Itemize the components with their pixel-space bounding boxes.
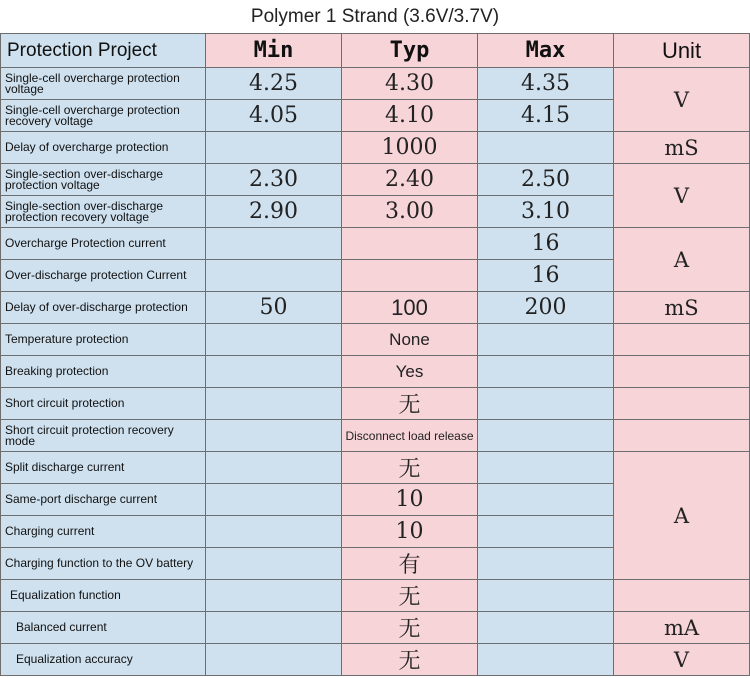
row-label: Short circuit protection bbox=[1, 388, 206, 420]
max-value bbox=[478, 484, 614, 516]
column-header-unit: Unit bbox=[614, 34, 750, 68]
min-value bbox=[206, 548, 342, 580]
column-header-min: Min bbox=[206, 34, 342, 68]
unit-value: mA bbox=[614, 612, 750, 644]
table-row bbox=[1, 132, 750, 164]
row-label: Single-section over-discharge protection recovery voltage bbox=[1, 196, 206, 228]
row-label: Over-discharge protection Current bbox=[1, 260, 206, 292]
unit-value: mS bbox=[614, 292, 750, 324]
min-value: 50 bbox=[206, 292, 342, 324]
unit-empty bbox=[614, 356, 750, 388]
header-row bbox=[1, 34, 750, 68]
min-value: 2.90 bbox=[206, 196, 342, 228]
unit-value: V bbox=[614, 644, 750, 676]
min-value: 2.30 bbox=[206, 164, 342, 196]
row-label: Charging current bbox=[1, 516, 206, 548]
table-row bbox=[1, 580, 750, 612]
typ-value: 无 bbox=[342, 452, 478, 484]
min-value bbox=[206, 644, 342, 676]
table-row bbox=[1, 68, 750, 100]
min-value bbox=[206, 580, 342, 612]
min-value bbox=[206, 324, 342, 356]
table-title: Polymer 1 Strand (3.6V/3.7V) bbox=[250, 6, 500, 27]
row-label: Equalization function bbox=[1, 580, 206, 612]
row-label: Single-cell overcharge protection voltage bbox=[1, 68, 206, 100]
table-row bbox=[1, 644, 750, 676]
table-row bbox=[1, 164, 750, 196]
typ-value: None bbox=[342, 324, 478, 356]
min-value bbox=[206, 420, 342, 452]
typ-value: 有 bbox=[342, 548, 478, 580]
max-value bbox=[478, 420, 614, 452]
column-header-typ: Typ bbox=[342, 34, 478, 68]
row-label: Delay of overcharge protection bbox=[1, 132, 206, 164]
row-label: Same-port discharge current bbox=[1, 484, 206, 516]
unit-value: V bbox=[614, 164, 750, 228]
min-value bbox=[206, 388, 342, 420]
max-value bbox=[478, 580, 614, 612]
max-value: 16 bbox=[478, 228, 614, 260]
row-label: Split discharge current bbox=[1, 452, 206, 484]
unit-value: A bbox=[614, 228, 750, 292]
typ-value: 无 bbox=[342, 388, 478, 420]
max-value bbox=[478, 548, 614, 580]
min-value bbox=[206, 228, 342, 260]
unit-empty bbox=[614, 324, 750, 356]
typ-value: Disconnect load release bbox=[342, 420, 478, 452]
table-row bbox=[1, 228, 750, 260]
min-value bbox=[206, 484, 342, 516]
min-value bbox=[206, 516, 342, 548]
max-value: 200 bbox=[478, 292, 614, 324]
max-value: 4.35 bbox=[478, 68, 614, 100]
typ-value: 无 bbox=[342, 580, 478, 612]
typ-value: 10 bbox=[342, 484, 478, 516]
min-value bbox=[206, 132, 342, 164]
max-value bbox=[478, 324, 614, 356]
row-label: Overcharge Protection current bbox=[1, 228, 206, 260]
unit-value: V bbox=[614, 68, 750, 132]
max-value bbox=[478, 612, 614, 644]
max-value: 3.10 bbox=[478, 196, 614, 228]
min-value bbox=[206, 356, 342, 388]
typ-value: 4.10 bbox=[342, 100, 478, 132]
min-value: 4.05 bbox=[206, 100, 342, 132]
table-row bbox=[1, 420, 750, 452]
min-value: 4.25 bbox=[206, 68, 342, 100]
typ-value: 10 bbox=[342, 516, 478, 548]
row-label: Equalization accuracy bbox=[1, 644, 206, 676]
table-row bbox=[1, 324, 750, 356]
table-row bbox=[1, 612, 750, 644]
unit-value: mS bbox=[614, 132, 750, 164]
max-value bbox=[478, 452, 614, 484]
row-label: Short circuit protection recovery mode bbox=[1, 420, 206, 452]
typ-value bbox=[342, 260, 478, 292]
typ-value: 4.30 bbox=[342, 68, 478, 100]
table-row bbox=[1, 292, 750, 324]
typ-value: 无 bbox=[342, 612, 478, 644]
unit-empty bbox=[614, 420, 750, 452]
min-value bbox=[206, 260, 342, 292]
max-value bbox=[478, 516, 614, 548]
typ-value bbox=[342, 228, 478, 260]
typ-value: 3.00 bbox=[342, 196, 478, 228]
row-label: Single-section over-discharge protection voltage bbox=[1, 164, 206, 196]
table-row bbox=[1, 356, 750, 388]
max-value bbox=[478, 644, 614, 676]
min-value bbox=[206, 612, 342, 644]
table-row bbox=[1, 452, 750, 484]
row-label: Breaking protection bbox=[1, 356, 206, 388]
column-header-max: Max bbox=[478, 34, 614, 68]
row-label: Temperature protection bbox=[1, 324, 206, 356]
max-value bbox=[478, 388, 614, 420]
row-label: Charging function to the OV battery bbox=[1, 548, 206, 580]
max-value bbox=[478, 132, 614, 164]
max-value: 2.50 bbox=[478, 164, 614, 196]
typ-value: 1000 bbox=[342, 132, 478, 164]
row-label: Balanced current bbox=[1, 612, 206, 644]
unit-empty bbox=[614, 580, 750, 612]
max-value bbox=[478, 356, 614, 388]
row-label: Single-cell overcharge protection recovery voltage bbox=[1, 100, 206, 132]
unit-value: A bbox=[614, 452, 750, 580]
unit-empty bbox=[614, 388, 750, 420]
min-value bbox=[206, 452, 342, 484]
column-header-protection-project: Protection Project bbox=[1, 34, 206, 68]
max-value: 16 bbox=[478, 260, 614, 292]
table-row bbox=[1, 388, 750, 420]
row-label: Delay of over-discharge protection bbox=[1, 292, 206, 324]
typ-value: 无 bbox=[342, 644, 478, 676]
typ-value: 100 bbox=[342, 292, 478, 324]
protection-spec-table bbox=[0, 33, 750, 676]
max-value: 4.15 bbox=[478, 100, 614, 132]
typ-value: 2.40 bbox=[342, 164, 478, 196]
typ-value: Yes bbox=[342, 356, 478, 388]
